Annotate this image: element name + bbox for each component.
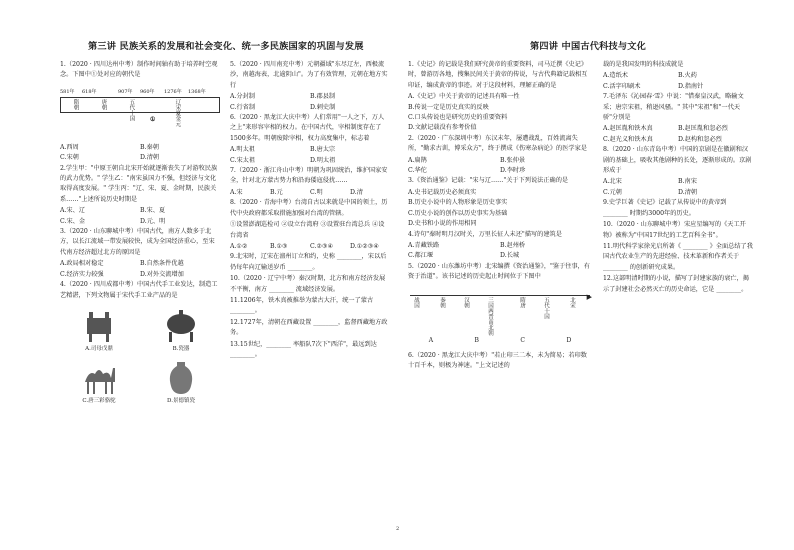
option: D.刺史制: [310, 103, 336, 111]
timeline-segment: 唐朝: [100, 98, 107, 110]
porcelain-vase-icon: [161, 360, 201, 396]
artifact-b: [142, 304, 220, 354]
option: B.火药: [678, 72, 697, 80]
question-4-options: [408, 241, 592, 262]
option: A.扁鹊: [408, 156, 427, 164]
option: D.对外交流增加: [140, 270, 184, 278]
page-number: 2: [396, 526, 400, 532]
option: B.传说一定是历史真实的反映: [408, 103, 489, 111]
question-7: 7.毛泽东《沁园春·雪》中说："惜秦皇汉武，略输文采；唐宗宋祖，稍逊风骚。" 其中"宋祖"和"一代天骄"分别是: [603, 93, 744, 122]
left-page-title: 第三讲 民族关系的发展和社会变化、统一多民族国家的巩固与发展: [88, 41, 364, 52]
artifact-d: [142, 356, 220, 406]
option: C.历史小说的创作以历史事实为基础: [408, 209, 508, 217]
column-2: [230, 60, 390, 361]
question-13: 13.15世纪，________ 率船队7次下"西洋"，最远到达 ________。: [230, 340, 377, 358]
timeline-segment: 五代十国: [128, 98, 135, 121]
timeline-label: 三国两晋南北朝: [487, 296, 493, 336]
question-3-options: [408, 188, 592, 230]
question-6-options: [603, 71, 753, 92]
option: A.造纸术: [603, 72, 628, 80]
option: C.元朝: [603, 188, 622, 196]
artifact-caption: B.瓷器: [172, 345, 190, 352]
artifact-a: [60, 304, 138, 354]
option: D.史书和小说的作用相同: [408, 220, 477, 228]
option: C.赵光义和铁木真: [603, 135, 653, 143]
option: A.明太祖: [230, 146, 255, 154]
option: C.行省制: [230, 103, 256, 111]
artifact-images: [60, 304, 220, 406]
timeline-tick: 618年: [82, 88, 97, 95]
option: C.明: [310, 188, 323, 196]
question-3-options: [60, 259, 220, 280]
timeline-label: 北宋: [569, 296, 575, 308]
question-9: 9.史学巨著《史记》记载了从传说中的黄帝到 ________ 时期约3000年的历史。: [603, 199, 727, 217]
option: B.南宋: [678, 178, 697, 186]
option: C.②③④: [310, 242, 334, 250]
option: D.长城: [500, 252, 520, 260]
question-10: 10.（2020 · 山东聊城中考）宋应星编写的《天工开物》被称为"中国17世纪的工艺百科全书"。: [603, 221, 746, 239]
option: D.文献记载没有参考价值: [408, 124, 477, 132]
question-5: 5.（2020 · 山东潍坊中考）北宋编撰《资治通鉴》，"鉴于往事，有资于治道"。该书记述的历史起止时间位于下图中: [408, 262, 590, 281]
timeline-segment: 辽宋夏金元: [174, 98, 181, 127]
option: D.①②③④: [350, 242, 379, 250]
question-3: 3.（2020 · 山东聊城中考）中国古代，南方人数多于北方，以长江流域一带发展较快，成为全国经济重心，至宋代南方经济超过北方的原因是: [60, 228, 215, 256]
option: A.分封制: [230, 93, 255, 101]
question-6: 6.（2020 · 黑龙江大庆中考）人们常用"一人之下，万人之上"来形容宰相的权力。在中国古代，宰相制度存在了1500多年。明朝废除宰相，权力高度集中，标志着: [230, 114, 385, 142]
option: B.张仲景: [500, 156, 526, 164]
option: A.青藏铁路: [408, 241, 440, 249]
option: A.西周: [60, 143, 79, 151]
option: D.明太祖: [310, 156, 336, 164]
timeline-line: [410, 295, 590, 296]
option: A.宋: [230, 188, 243, 196]
camel-figure-icon: [79, 360, 119, 396]
option: D.清朝: [140, 154, 160, 162]
option: D.指南针: [678, 82, 704, 90]
option: A.①②: [230, 242, 248, 250]
option: B.秦朝: [140, 143, 159, 151]
question-9: 9.北宋时，辽宋在澶州订立和约，史称 ________，宋以后仍每年向辽输送岁币 ________。: [230, 253, 387, 271]
artifact-caption: D.景德镇瓷: [167, 397, 195, 404]
question-1: 1.（2020 · 四川达州中考）制作时间轴有助于培养时空观念。下图中①处对应的朝代是: [60, 61, 218, 79]
column-1: [60, 60, 220, 406]
option: C.宋太祖: [230, 156, 256, 164]
bronze-ding-icon: [79, 308, 119, 344]
option: B.自然条件优越: [140, 260, 184, 268]
question-8-options: [230, 242, 390, 252]
question-1: 1.《史记》的记载是我们研究黄帝的重要资料，司马迁撰《史记》时，曾游历各地，搜集民间关于黄帝的传说，与古代典籍记载相互印证，编成黄帝的事迹。对于这段材料，理解正确的是: [408, 61, 588, 89]
timeline-label: 秦朝: [439, 296, 445, 308]
question-1-options: [60, 143, 220, 164]
question-8: 8.（2020 · 青海中考）台湾自古以来就是中国的领土，历代中央政府都采取措施加强对台湾的管辖。: [230, 199, 388, 217]
question-2-options: [408, 156, 592, 177]
option: A.宋、辽: [60, 207, 85, 215]
question-6-continued: 载的是我国发明的科技成就是: [603, 61, 684, 68]
option: B.郡县制: [310, 93, 336, 101]
question-7-options: [603, 124, 753, 145]
option: C.活字印刷术: [603, 82, 641, 90]
question-8: 8.（2020 · 山东青岛中考）中国的京剧是在徽剧和汉剧的基础上，吸收其他剧种的长处，逐渐形成的。京剧形成于: [603, 146, 752, 175]
timeline-tick: 1368年: [188, 88, 206, 95]
option: B.元: [270, 188, 283, 196]
question-12: 12.1727年，清朝在西藏设置 ________，监督西藏地方政务。: [230, 318, 388, 337]
timeline-axis: [60, 97, 220, 113]
question-11: 11.1206年，铁木真被推举为蒙古大汗，统一了蒙古 ________。: [230, 296, 374, 315]
question-8-items: ①设置澎湖巡检司 ②设立台湾府 ③设置驻台湾总兵 ④设台湾省: [230, 221, 385, 239]
arrow-right-icon: ▶: [586, 292, 592, 301]
timeline-label: 五代十国: [543, 296, 549, 319]
question-3: 3.《资治通鉴》记载："宋与辽……"关于下列说法正确的是: [408, 177, 569, 185]
option: A: [428, 337, 434, 345]
question-4: 4.（2020 · 四川成都中考）中国古代手工业发达，制造工艺精湛，下列文物属于宋代手工业产品的是: [60, 281, 218, 299]
question-6-options: [230, 145, 390, 166]
question-6: 6.（2020 · 黑龙江大庆中考）"若止印三二本，未为简易；若印数十百千本，则极为神速。"上文记述的: [408, 351, 587, 369]
column-4: [603, 60, 753, 296]
artifact-caption: A.司母戊鼎: [85, 345, 113, 352]
question-5: 5.（2020 · 四川南充中考）元朝疆域"东尽辽左，西极流沙，南越海表，北逾阴山"。为了有效管理，元朝在地方实行: [230, 61, 388, 89]
option: D.清朝: [678, 188, 698, 196]
column-3: [408, 60, 592, 372]
question-7-options: [230, 188, 390, 198]
option: A.史书记载历史必须真实: [408, 188, 477, 196]
timeline-tick: 907年: [118, 88, 133, 95]
option: D.元、明: [140, 217, 166, 225]
timeline-marker: ①: [150, 115, 156, 123]
option: C.华佗: [408, 167, 427, 175]
question-10: 10.（2020 · 辽宁中考）秦汉时期，北方和南方经济发展不平衡，南方 ________ 流域经济发展。: [230, 275, 386, 293]
right-page-title: 第四讲 中国古代科技与文化: [530, 41, 647, 52]
artifact-caption: C.唐三彩骆驼: [82, 397, 116, 404]
option: C.经济实力较强: [60, 270, 104, 278]
timeline-label: 隋唐: [519, 296, 525, 308]
option: D.清: [350, 188, 363, 196]
timeline-label: 汉朝: [463, 296, 469, 308]
question-2: 2.学生甲："中原王朝自北宋开始就逐渐丧失了对游牧民族的武力优势。" 学生乙："南宋虽国力不强，但经济与文化取得高度发展。" 学生丙："辽、宋、夏、金时期，民族关系……"上述所说历史时期是: [60, 164, 218, 203]
timeline-tick: 960年: [140, 88, 155, 95]
question-11: 11.明代科学家徐光启所著《 ________ 》全面总结了我国古代农业生产的先进经验、技术革新和作者关于 ________ 的创新研究成果。: [603, 242, 753, 271]
question-12: 12.这部明清时期的小说，描写了封建家族的衰亡，揭示了封建社会必然灭亡的历史命运，它是 ________。: [603, 275, 749, 293]
timeline-options: [408, 336, 592, 346]
question-2-options: [60, 206, 220, 227]
timeline-chart: [60, 83, 220, 141]
option: D.李时珍: [500, 167, 526, 175]
question-7: 7.（2020 · 浙江舟山中考）明朝为巩固统治，维护国家安全，针对北方蒙古势力和沿海倭寇侵扰……: [230, 167, 388, 185]
option: D: [566, 337, 572, 345]
timeline-label: 战国: [413, 296, 419, 308]
option: B.①③: [270, 242, 288, 250]
artifact-c: [60, 356, 138, 406]
timeline-tick: 1276年: [164, 88, 182, 95]
option: A.赵匡胤和铁木真: [603, 125, 653, 133]
option: C.都江堰: [408, 252, 434, 260]
timeline-segment: 隋朝: [72, 98, 79, 110]
option: C.宋、金: [60, 217, 86, 225]
option: C.口头传说也是研究历史的重要资料: [408, 114, 508, 122]
option: A.政局相对稳定: [60, 260, 104, 268]
option: B.唐太宗: [310, 146, 336, 154]
option: A.北宋: [603, 178, 622, 186]
timeline-tick: 581年: [60, 88, 75, 95]
question-2: 2.（2020 · 广东深圳中考）东汉末年，屡遭战乱，百姓流离失所，"勤求古训，博采众方"，终于撰成《伤寒杂病论》的医学家是: [408, 134, 587, 153]
option: B.赵州桥: [500, 241, 526, 249]
censer-icon: [161, 308, 201, 344]
option: D.赵构和忽必烈: [678, 135, 722, 143]
question-1-options: [408, 92, 592, 134]
option: B: [474, 337, 479, 345]
option: C: [520, 337, 525, 345]
option: B.赵匡胤和忽必烈: [678, 125, 728, 133]
dynasty-timeline: [408, 287, 592, 347]
question-5-options: [230, 92, 390, 113]
option: A.《史记》中关于黄帝的记述具有唯一性: [408, 93, 520, 101]
option: B.历史小说中的人物形象是历史事实: [408, 199, 508, 207]
option: C.宋朝: [60, 154, 79, 162]
question-8-options: [603, 177, 753, 198]
option: B.宋、夏: [140, 207, 166, 215]
question-4: 4.诗句"秦时明月汉时关，万里长征人未还"描写的建筑是: [408, 230, 562, 238]
